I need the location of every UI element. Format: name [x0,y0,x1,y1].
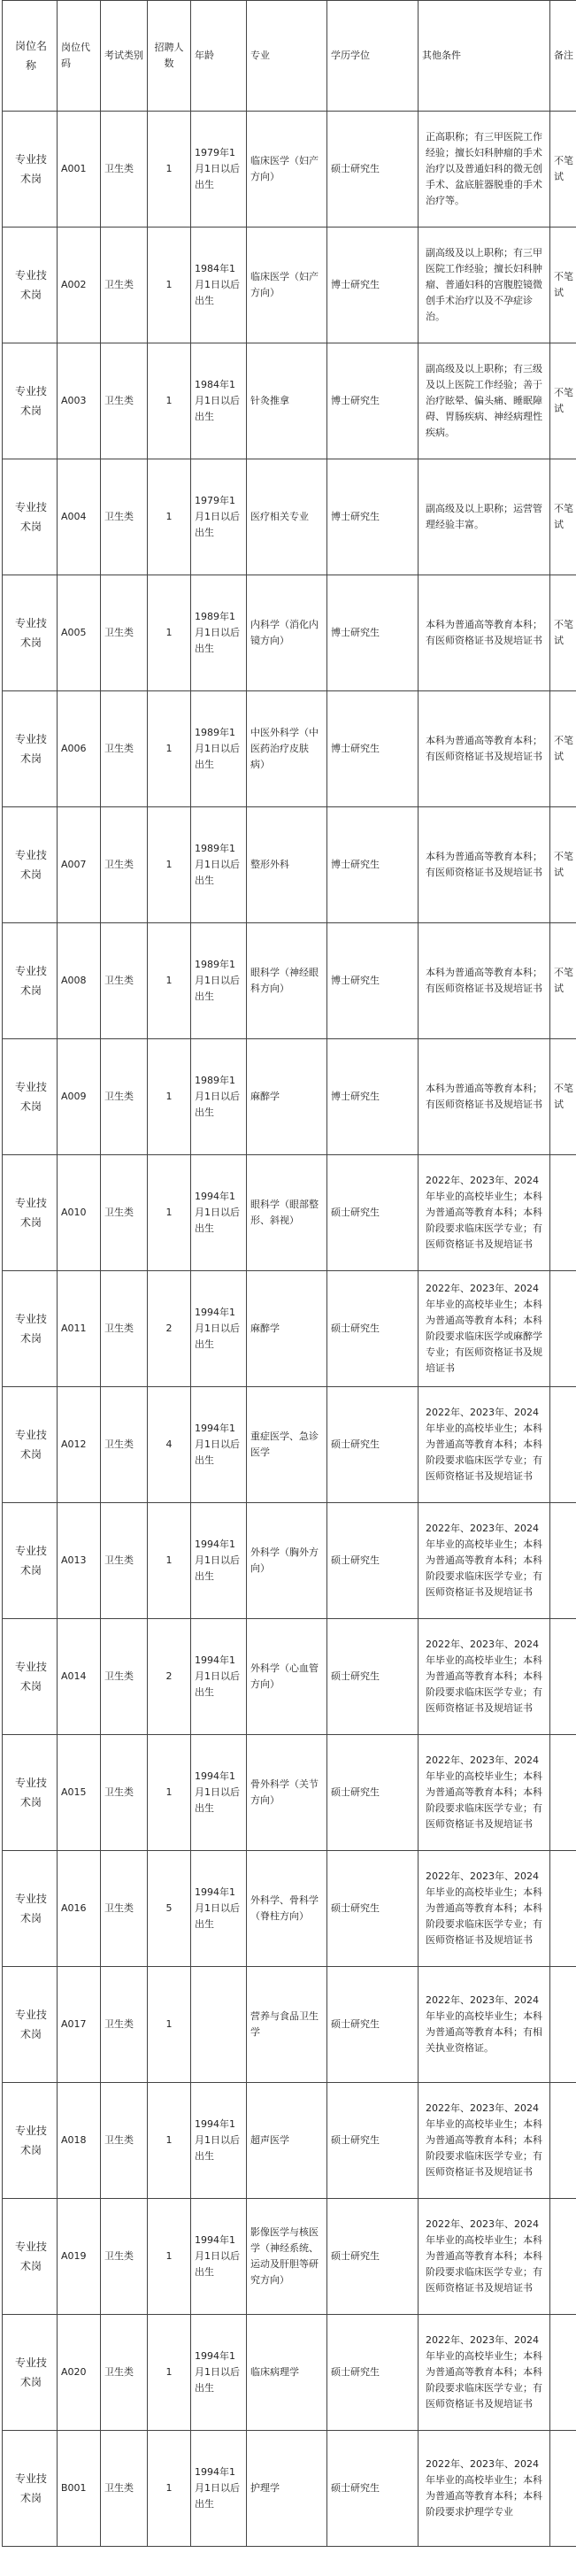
cell-age: 1989年1月1日以后出生 [191,575,247,691]
cell-category: 卫生类 [101,807,148,923]
cell-age: 1994年1月1日以后出生 [191,2431,247,2547]
cell-notes: 不笔试 [550,923,576,1039]
cell-post: 专业技术岗 [3,1619,58,1735]
cell-code: A001 [58,112,101,228]
cell-major: 外科学（胸外方向） [247,1503,327,1619]
cell-code: A020 [58,2315,101,2431]
cell-code: A014 [58,1619,101,1735]
cell-education: 硕士研究生 [327,1271,419,1387]
cell-code: A018 [58,2083,101,2199]
cell-age: 1994年1月1日以后出生 [191,1271,247,1387]
cell-major: 内科学（消化内镜方向） [247,575,327,691]
cell-conditions: 2022年、2023年、2024年毕业的高校毕业生；本科为普通高等教育本科；本科阶段要求临床医学专业；有医师资格证书及规培证书 [419,1387,550,1503]
cell-education: 博士研究生 [327,228,419,343]
cell-notes [550,2315,576,2431]
cell-count: 1 [148,228,191,343]
cell-count: 1 [148,2315,191,2431]
cell-post: 专业技术岗 [3,1387,58,1503]
cell-major: 眼科学（眼部整形、斜视） [247,1155,327,1271]
cell-category: 卫生类 [101,1271,148,1387]
cell-age: 1989年1月1日以后出生 [191,1039,247,1155]
cell-category: 卫生类 [101,691,148,807]
cell-count: 1 [148,1039,191,1155]
cell-education: 硕士研究生 [327,2083,419,2199]
cell-education: 硕士研究生 [327,2315,419,2431]
cell-education: 硕士研究生 [327,112,419,228]
cell-count: 1 [148,1155,191,1271]
cell-conditions: 副高级及以上职称；有三甲医院工作经验；擅长妇科肿瘤、普通妇科的宫腹腔镜微创手术治疗以及不孕症诊治。 [419,228,550,343]
cell-code: A006 [58,691,101,807]
cell-category: 卫生类 [101,112,148,228]
cell-notes: 不笔试 [550,691,576,807]
cell-code: A015 [58,1735,101,1851]
cell-education: 硕士研究生 [327,1503,419,1619]
table-row [3,1735,576,1851]
table-row [3,575,576,691]
cell-education: 硕士研究生 [327,2199,419,2315]
cell-major: 麻醉学 [247,1039,327,1155]
cell-education: 硕士研究生 [327,1967,419,2083]
cell-post: 专业技术岗 [3,228,58,343]
cell-code: A007 [58,807,101,923]
cell-post: 专业技术岗 [3,807,58,923]
cell-major: 医疗相关专业 [247,459,327,575]
cell-major: 外科学（心血管方向） [247,1619,327,1735]
cell-post: 专业技术岗 [3,2431,58,2547]
cell-code: A004 [58,459,101,575]
cell-conditions: 2022年、2023年、2024年毕业的高校毕业生；本科为普通高等教育本科；本科阶段要求临床医学专业；有医师资格证书及规培证书 [419,1851,550,1967]
cell-major: 眼科学（神经眼科方向） [247,923,327,1039]
cell-count: 1 [148,459,191,575]
table-row [3,343,576,459]
cell-education: 硕士研究生 [327,1155,419,1271]
table-row [3,1619,576,1735]
cell-code: A016 [58,1851,101,1967]
table-row [3,228,576,343]
table-row [3,2199,576,2315]
table-body [3,112,576,2547]
table-row [3,807,576,923]
cell-notes [550,1967,576,2083]
cell-category: 卫生类 [101,575,148,691]
cell-code: A003 [58,343,101,459]
cell-major: 临床医学（妇产方向） [247,228,327,343]
cell-count: 2 [148,1271,191,1387]
cell-post: 专业技术岗 [3,112,58,228]
table-header-row [3,1,576,112]
cell-category: 卫生类 [101,1039,148,1155]
table-row [3,691,576,807]
cell-notes: 不笔试 [550,112,576,228]
cell-major: 超声医学 [247,2083,327,2199]
cell-education: 博士研究生 [327,923,419,1039]
cell-count: 1 [148,575,191,691]
cell-major: 骨外科学（关节方向） [247,1735,327,1851]
cell-conditions: 2022年、2023年、2024年毕业的高校毕业生；本科为普通高等教育本科；本科阶段要求临床医学专业；有医师资格证书及规培证书 [419,1735,550,1851]
cell-code: A011 [58,1271,101,1387]
cell-code: A019 [58,2199,101,2315]
cell-category: 卫生类 [101,2199,148,2315]
cell-age: 1994年1月1日以后出生 [191,1155,247,1271]
cell-major: 重症医学、急诊医学 [247,1387,327,1503]
cell-age: 1994年1月1日以后出生 [191,1735,247,1851]
table-row [3,112,576,228]
cell-age: 1994年1月1日以后出生 [191,1387,247,1503]
cell-notes: 不笔试 [550,228,576,343]
cell-conditions: 副高级及以上职称；运营管理经验丰富。 [419,459,550,575]
table-row [3,2083,576,2199]
cell-major: 临床病理学 [247,2315,327,2431]
table-row [3,1271,576,1387]
cell-post: 专业技术岗 [3,1967,58,2083]
cell-age: 1979年1月1日以后出生 [191,112,247,228]
cell-education: 博士研究生 [327,459,419,575]
cell-count: 5 [148,1851,191,1967]
cell-education: 硕士研究生 [327,1387,419,1503]
cell-code: A010 [58,1155,101,1271]
cell-conditions: 2022年、2023年、2024年毕业的高校毕业生；本科为普通高等教育本科；本科阶段要求临床医学专业；有医师资格证书及规培证书 [419,1619,550,1735]
cell-age: 1984年1月1日以后出生 [191,228,247,343]
cell-notes [550,1503,576,1619]
cell-post: 专业技术岗 [3,575,58,691]
table-row [3,2431,576,2547]
cell-education: 硕士研究生 [327,2431,419,2547]
cell-conditions: 正高职称；有三甲医院工作经验；擅长妇科肿瘤的手术治疗以及普通妇科的微无创手术、盆底脏器脱垂的手术治疗等。 [419,112,550,228]
cell-count: 1 [148,112,191,228]
cell-conditions: 副高级及以上职称；有三级及以上医院工作经验；善于治疗眩晕、偏头痛、睡眠障碍、胃肠疾病、神经病理性疾病。 [419,343,550,459]
cell-conditions: 2022年、2023年、2024年毕业的高校毕业生；本科为普通高等教育本科；本科阶段要求临床医学专业；有医师资格证书及规培证书 [419,2315,550,2431]
cell-code: A009 [58,1039,101,1155]
cell-age: 1994年1月1日以后出生 [191,2083,247,2199]
cell-category: 卫生类 [101,1503,148,1619]
cell-category: 卫生类 [101,1967,148,2083]
cell-education: 博士研究生 [327,1039,419,1155]
cell-notes [550,2083,576,2199]
cell-notes [550,2199,576,2315]
cell-notes [550,2431,576,2547]
cell-count: 1 [148,1503,191,1619]
cell-major: 针灸推拿 [247,343,327,459]
cell-notes [550,1619,576,1735]
cell-conditions: 2022年、2023年、2024年毕业的高校毕业生；本科为普通高等教育本科；本科阶段要求临床医学专业；有医师资格证书及规培证书 [419,2199,550,2315]
cell-age: 1989年1月1日以后出生 [191,807,247,923]
cell-conditions: 2022年、2023年、2024年毕业的高校毕业生；本科为普通高等教育本科；本科阶段要求临床医学专业；有医师资格证书及规培证书 [419,1155,550,1271]
cell-major: 护理学 [247,2431,327,2547]
cell-conditions: 2022年、2023年、2024年毕业的高校毕业生；本科为普通高等教育本科；本科阶段要求临床医学专业；有医师资格证书及规培证书 [419,1503,550,1619]
cell-category: 卫生类 [101,1735,148,1851]
cell-conditions: 本科为普通高等教育本科；有医师资格证书及规培证书 [419,923,550,1039]
cell-conditions: 本科为普通高等教育本科；有医师资格证书及规培证书 [419,575,550,691]
cell-count: 1 [148,2431,191,2547]
header-major: 专业 [247,1,327,112]
cell-conditions: 本科为普通高等教育本科；有医师资格证书及规培证书 [419,1039,550,1155]
cell-count: 1 [148,1967,191,2083]
cell-notes: 不笔试 [550,807,576,923]
cell-post: 专业技术岗 [3,1735,58,1851]
cell-major: 临床医学（妇产方向） [247,112,327,228]
cell-category: 卫生类 [101,2431,148,2547]
cell-age [191,1967,247,2083]
header-post: 岗位名称 [3,1,58,112]
cell-major: 整形外科 [247,807,327,923]
cell-conditions: 2022年、2023年、2024年毕业的高校毕业生；本科为普通高等教育本科；本科阶段要求临床医学或麻醉学专业；有医师资格证书及规培证书 [419,1271,550,1387]
header-age: 年龄 [191,1,247,112]
cell-notes: 不笔试 [550,1039,576,1155]
cell-post: 专业技术岗 [3,459,58,575]
cell-count: 4 [148,1387,191,1503]
cell-major: 外科学、骨科学（脊柱方向） [247,1851,327,1967]
cell-category: 卫生类 [101,1155,148,1271]
recruitment-table [2,0,576,2547]
cell-code: A012 [58,1387,101,1503]
cell-age: 1989年1月1日以后出生 [191,691,247,807]
cell-conditions: 本科为普通高等教育本科；有医师资格证书及规培证书 [419,807,550,923]
cell-code: A002 [58,228,101,343]
cell-notes [550,1155,576,1271]
header-notes: 备注 [550,1,576,112]
table-row [3,1967,576,2083]
cell-post: 专业技术岗 [3,923,58,1039]
cell-major: 影像医学与核医学（神经系统、运动及肝胆等研究方向） [247,2199,327,2315]
cell-count: 1 [148,343,191,459]
table-row [3,1387,576,1503]
cell-notes [550,1387,576,1503]
cell-major: 中医外科学（中医药治疗皮肤病） [247,691,327,807]
cell-category: 卫生类 [101,228,148,343]
cell-conditions: 本科为普通高等教育本科；有医师资格证书及规培证书 [419,691,550,807]
cell-category: 卫生类 [101,1387,148,1503]
cell-count: 1 [148,923,191,1039]
header-education: 学历学位 [327,1,419,112]
cell-code: A013 [58,1503,101,1619]
cell-category: 卫生类 [101,343,148,459]
cell-age: 1989年1月1日以后出生 [191,923,247,1039]
cell-notes [550,1735,576,1851]
cell-education: 博士研究生 [327,575,419,691]
cell-category: 卫生类 [101,459,148,575]
cell-conditions: 2022年、2023年、2024年毕业的高校毕业生；本科为普通高等教育本科；本科阶段要求临床医学专业；有医师资格证书及规培证书 [419,2083,550,2199]
cell-post: 专业技术岗 [3,1503,58,1619]
cell-category: 卫生类 [101,923,148,1039]
cell-conditions: 2022年、2023年、2024年毕业的高校毕业生；本科为普通高等教育本科；有相关执业资格证。 [419,1967,550,2083]
cell-age: 1994年1月1日以后出生 [191,1851,247,1967]
cell-age: 1984年1月1日以后出生 [191,343,247,459]
cell-age: 1979年1月1日以后出生 [191,459,247,575]
cell-code: A005 [58,575,101,691]
header-category: 考试类别 [101,1,148,112]
table-row [3,923,576,1039]
cell-education: 硕士研究生 [327,1619,419,1735]
cell-category: 卫生类 [101,2083,148,2199]
cell-education: 博士研究生 [327,691,419,807]
header-count: 招聘人数 [148,1,191,112]
cell-post: 专业技术岗 [3,691,58,807]
table-row [3,2315,576,2431]
cell-post: 专业技术岗 [3,343,58,459]
table-row [3,1155,576,1271]
cell-education: 硕士研究生 [327,1735,419,1851]
table-row [3,459,576,575]
header-conditions: 其他条件 [419,1,550,112]
cell-age: 1994年1月1日以后出生 [191,1503,247,1619]
cell-count: 1 [148,2199,191,2315]
cell-post: 专业技术岗 [3,2315,58,2431]
cell-age: 1994年1月1日以后出生 [191,2199,247,2315]
cell-notes: 不笔试 [550,575,576,691]
cell-post: 专业技术岗 [3,2083,58,2199]
cell-count: 1 [148,807,191,923]
cell-code: A008 [58,923,101,1039]
header-code: 岗位代码 [58,1,101,112]
cell-age: 1994年1月1日以后出生 [191,1619,247,1735]
cell-post: 专业技术岗 [3,1155,58,1271]
cell-major: 营养与食品卫生学 [247,1967,327,2083]
cell-education: 博士研究生 [327,807,419,923]
cell-notes: 不笔试 [550,459,576,575]
cell-major: 麻醉学 [247,1271,327,1387]
cell-post: 专业技术岗 [3,1851,58,1967]
cell-count: 1 [148,691,191,807]
cell-age: 1994年1月1日以后出生 [191,2315,247,2431]
cell-code: A017 [58,1967,101,2083]
cell-category: 卫生类 [101,2315,148,2431]
cell-count: 1 [148,1735,191,1851]
cell-code: B001 [58,2431,101,2547]
cell-notes [550,1851,576,1967]
cell-category: 卫生类 [101,1851,148,1967]
cell-post: 专业技术岗 [3,1039,58,1155]
cell-post: 专业技术岗 [3,1271,58,1387]
cell-count: 1 [148,2083,191,2199]
table-row [3,1503,576,1619]
cell-notes [550,1271,576,1387]
cell-count: 2 [148,1619,191,1735]
cell-education: 博士研究生 [327,343,419,459]
table-row [3,1851,576,1967]
cell-education: 硕士研究生 [327,1851,419,1967]
cell-conditions: 2022年、2023年、2024年毕业的高校毕业生；本科为普通高等教育本科；本科阶段要求护理学专业 [419,2431,550,2547]
cell-notes: 不笔试 [550,343,576,459]
table-row [3,1039,576,1155]
cell-category: 卫生类 [101,1619,148,1735]
cell-post: 专业技术岗 [3,2199,58,2315]
